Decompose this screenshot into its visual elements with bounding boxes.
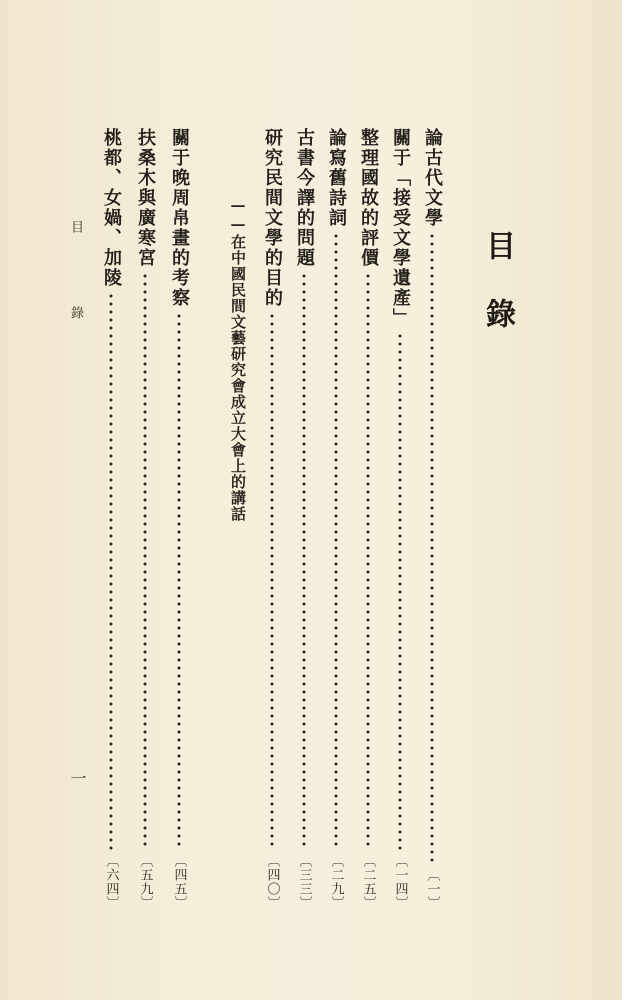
toc-entry-title: 論寫舊詩詞 [326,128,347,228]
toc-entry-title: 整理國故的評價 [358,128,379,268]
toc-entry[interactable] [419,128,445,910]
toc-entry-title: 關于晚周帛畫的考察 [169,128,190,308]
toc-entry-title: 桃都、女媧、加陵 [101,128,122,288]
toc-entry-title: 古書今譯的問題 [294,128,315,268]
page-number: 一 [68,770,87,786]
toc-entry-title: 論古代文學 [422,128,443,228]
toc-entry[interactable] [98,128,124,910]
leader-dots [143,272,147,850]
toc-entry-page: 〔二五〕 [360,854,376,910]
toc-entry-title: 研究民間文學的目的 [262,128,283,308]
leader-dots [270,312,274,850]
toc-entry[interactable] [132,128,158,910]
leader-dots [177,312,181,850]
toc-entry-page: 〔四五〕 [171,854,187,910]
toc-entry-page: 〔一四〕 [392,854,408,910]
toc-entry-page: 〔三三〕 [296,854,312,910]
leader-dots [366,272,370,850]
toc-entry-page: 〔四〇〕 [264,854,280,910]
leader-dots [398,332,402,850]
leader-dots [430,232,434,864]
toc-entry-page: 〔五九〕 [137,854,153,910]
toc-entry[interactable] [166,128,192,910]
leader-dots [109,292,113,850]
toc-entry[interactable] [259,128,285,910]
toc-entry-title: 關于「接受文學遺產」 [390,128,411,328]
toc-entry-title: 扶桑木與廣寒宮 [135,128,156,268]
leader-dots [302,272,306,850]
toc-entry-subtitle: ——在中國民間文藝研究會成立大會上的講話 [229,196,247,522]
running-head: 目 錄 [68,220,83,349]
page-title: 目錄 [480,230,515,366]
toc-entry[interactable] [291,128,317,910]
toc-entry[interactable] [387,128,413,910]
toc-entry-page: 〔六四〕 [103,854,119,910]
toc-entry[interactable] [355,128,381,910]
toc-entry-page: 〔一〕 [424,868,440,910]
toc-entry-page: 〔二九〕 [328,854,344,910]
leader-dots [334,232,338,850]
toc-entry[interactable] [323,128,349,910]
